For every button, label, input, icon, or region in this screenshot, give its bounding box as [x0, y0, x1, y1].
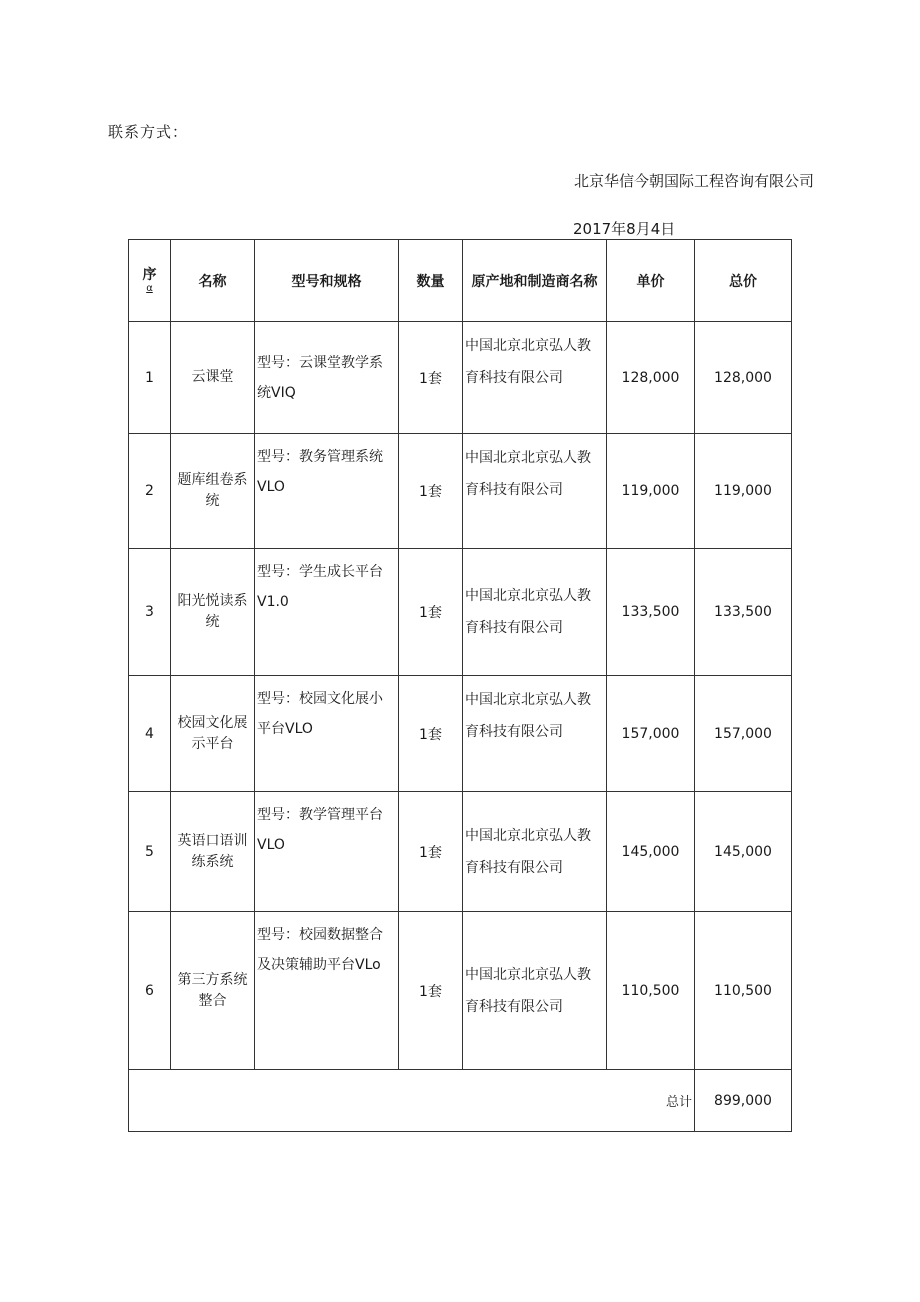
table-row [129, 792, 792, 912]
row-seq: 2 [129, 434, 171, 549]
header-name: 名称 [171, 240, 255, 322]
company-name: 北京华信今朝国际工程咨询有限公司 [573, 172, 814, 190]
row-name: 题库组卷系统 [171, 434, 255, 549]
header-unit-price: 单价 [607, 240, 695, 322]
table-row [129, 434, 792, 549]
table-row [129, 549, 792, 676]
table-row [129, 912, 792, 1070]
row-unit-price: 157,000 [607, 676, 695, 792]
row-qty: 1套 [399, 434, 463, 549]
row-maker: 中国北京北京弘人教育科技有限公司 [463, 549, 607, 676]
row-name: 第三方系统整合 [171, 912, 255, 1070]
row-total-price: 157,000 [695, 676, 792, 792]
contact-label: 联系方式： [108, 123, 189, 141]
row-unit-price: 133,500 [607, 549, 695, 676]
row-name: 阳光悦读系统 [171, 549, 255, 676]
total-label: 总计 [129, 1070, 695, 1132]
row-total-price: 145,000 [695, 792, 792, 912]
row-maker: 中国北京北京弘人教育科技有限公司 [463, 792, 607, 912]
row-spec: 型号：云课堂教学系统VIQ [255, 322, 399, 434]
header-seq-sub: α [146, 283, 153, 294]
row-total-price: 128,000 [695, 322, 792, 434]
row-qty: 1套 [399, 912, 463, 1070]
row-unit-price: 145,000 [607, 792, 695, 912]
row-name: 英语口语训练系统 [171, 792, 255, 912]
table-row [129, 322, 792, 434]
table-header-row [129, 240, 792, 322]
row-maker: 中国北京北京弘人教育科技有限公司 [463, 676, 607, 792]
row-total-price: 133,500 [695, 549, 792, 676]
row-spec: 型号：校园文化展小平台VLO [255, 676, 399, 792]
header-seq [129, 240, 171, 322]
row-qty: 1套 [399, 322, 463, 434]
total-row [129, 1070, 792, 1132]
row-spec: 型号：学生成长平台V1.0 [255, 549, 399, 676]
row-maker: 中国北京北京弘人教育科技有限公司 [463, 434, 607, 549]
row-unit-price: 128,000 [607, 322, 695, 434]
row-maker: 中国北京北京弘人教育科技有限公司 [463, 912, 607, 1070]
quotation-table [128, 239, 792, 1132]
row-qty: 1套 [399, 676, 463, 792]
row-seq: 5 [129, 792, 171, 912]
row-total-price: 110,500 [695, 912, 792, 1070]
total-value: 899,000 [695, 1070, 792, 1132]
header-total-price: 总价 [695, 240, 792, 322]
row-qty: 1套 [399, 792, 463, 912]
table-row [129, 676, 792, 792]
header-qty: 数量 [399, 240, 463, 322]
row-spec: 型号：校园数据整合及决策辅助平台VLo [255, 912, 399, 1070]
header-maker: 原产地和制造商名称 [463, 240, 607, 322]
row-seq: 4 [129, 676, 171, 792]
document-date: 2017年8月4日 [573, 220, 676, 238]
row-total-price: 119,000 [695, 434, 792, 549]
row-spec: 型号：教学管理平台VLO [255, 792, 399, 912]
row-seq: 6 [129, 912, 171, 1070]
row-name: 云课堂 [171, 322, 255, 434]
row-seq: 1 [129, 322, 171, 434]
row-name: 校园文化展示平台 [171, 676, 255, 792]
row-seq: 3 [129, 549, 171, 676]
row-spec: 型号：教务管理系统VLO [255, 434, 399, 549]
header-spec: 型号和规格 [255, 240, 399, 322]
row-maker: 中国北京北京弘人教育科技有限公司 [463, 322, 607, 434]
row-unit-price: 119,000 [607, 434, 695, 549]
row-qty: 1套 [399, 549, 463, 676]
row-unit-price: 110,500 [607, 912, 695, 1070]
header-seq-label: 序 [142, 267, 157, 283]
